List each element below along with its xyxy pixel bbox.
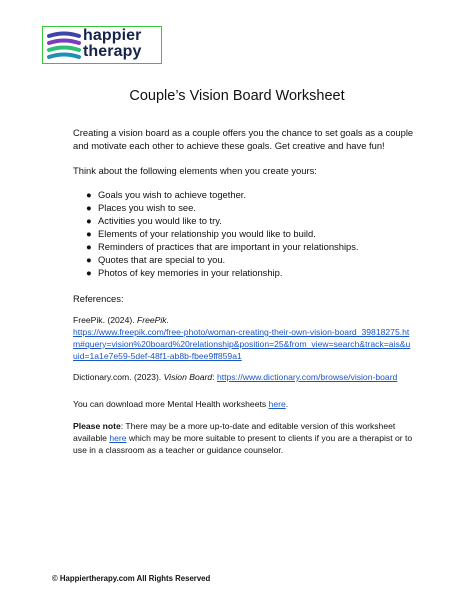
list-item <box>73 253 415 266</box>
copyright-footer: © Happiertherapy.com All Rights Reserved <box>52 574 211 583</box>
reference-dictionary <box>73 371 415 383</box>
list-item-text: Photos of key memories in your relationship. <box>98 267 283 278</box>
list-item <box>73 188 415 201</box>
reference-dictionary-sep: : <box>212 372 217 382</box>
logo-wordmark <box>83 28 161 60</box>
think-prompt: Think about the following elements when you create yours: <box>73 165 317 176</box>
editable-version-here-link[interactable]: here <box>109 433 127 443</box>
list-item-text: Activities you would like to try. <box>98 215 222 226</box>
list-item <box>73 214 415 227</box>
download-line <box>73 398 415 410</box>
bullet-icon: ● <box>86 215 92 226</box>
bullet-icon: ● <box>86 241 92 252</box>
list-item-text: Places you wish to see. <box>98 202 196 213</box>
list-item <box>73 227 415 240</box>
page-title: Couple’s Vision Board Worksheet <box>129 88 345 104</box>
bullet-icon: ● <box>86 254 92 265</box>
please-note-text-2: which may be more suitable to present to clients if you are a therapist or to use in a classroom as a teacher or guidance counselor. <box>73 433 413 455</box>
bullet-icon: ● <box>86 267 92 278</box>
bullet-icon: ● <box>86 189 92 200</box>
list-item-text: Elements of your relationship you would like to build. <box>98 228 316 239</box>
please-note-label: Please note <box>73 421 121 431</box>
list-item <box>73 266 415 279</box>
list-item-text: Goals you wish to achieve together. <box>98 189 247 200</box>
intro-paragraph: Creating a vision board as a couple offers you the chance to set goals as a couple and motivate each other to achieve these goals. Get creative and have fun! <box>73 127 414 151</box>
download-suffix: . <box>285 399 289 409</box>
download-text: You can download more Mental Health worksheets <box>73 399 269 409</box>
bullet-icon: ● <box>86 202 92 213</box>
reference-freepik <box>73 314 415 362</box>
list-item <box>73 201 415 214</box>
please-note-text-1: : There may be a more up-to-date and editable version of this worksheet available <box>73 421 396 443</box>
list-item-text: Quotes that are special to you. <box>98 254 226 265</box>
logo-wave-mark-icon <box>47 31 81 61</box>
reference-dictionary-prefix: Dictionary.com. (2023). <box>73 372 164 382</box>
elements-list <box>73 188 415 279</box>
reference-dictionary-title: Vision Board <box>163 372 213 382</box>
happier-therapy-logo <box>42 26 162 64</box>
download-here-link[interactable]: here <box>268 399 286 409</box>
reference-freepik-link[interactable]: https://www.freepik.com/free-photo/woman-creating-their-own-vision-board_39818275.htm#query=vision%20board%20relationship&position=25&from_view=search&track=ais&uuid=1a1e7e59-5def-48f1-ab8b-fbee9ff859a1 <box>73 327 411 361</box>
reference-freepik-title: FreePik. <box>137 315 169 325</box>
worksheet-body <box>73 126 415 456</box>
references-heading: References: <box>73 293 124 304</box>
please-note-paragraph <box>73 420 415 456</box>
logo-line-2: therapy <box>83 43 142 60</box>
list-item <box>73 240 415 253</box>
reference-freepik-prefix: FreePik. (2024). <box>73 315 137 325</box>
bullet-icon: ● <box>86 228 92 239</box>
reference-dictionary-link[interactable]: https://www.dictionary.com/browse/vision-board <box>216 372 398 382</box>
logo-line-1: happier <box>83 27 142 44</box>
list-item-text: Reminders of practices that are important in your relationships. <box>98 241 359 252</box>
